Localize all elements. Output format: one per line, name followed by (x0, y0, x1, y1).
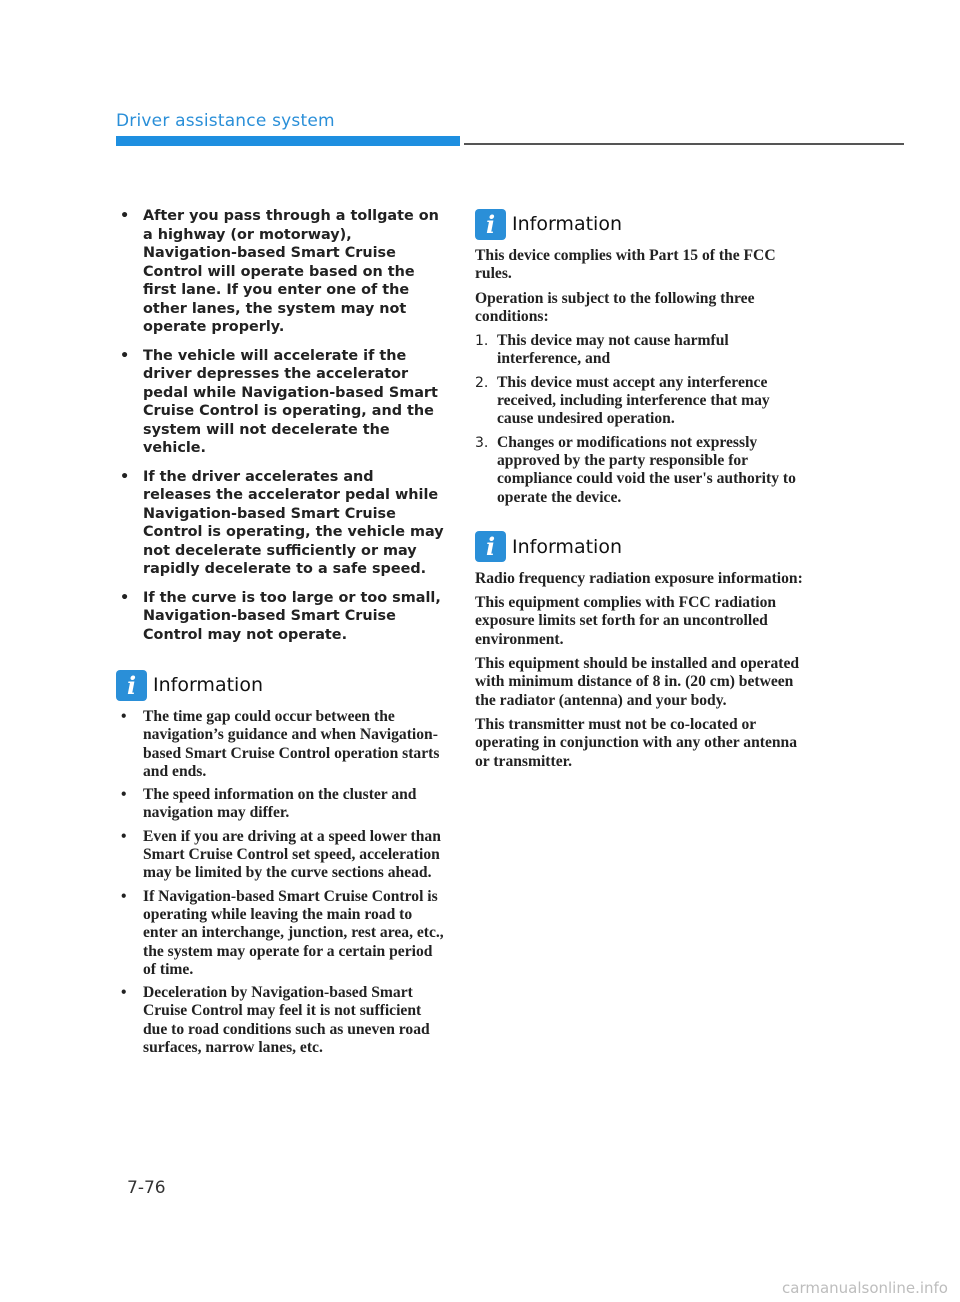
item-text: This device may not cause harmful interference, and (497, 332, 729, 368)
info-icon: i (475, 209, 506, 240)
info-icon: i (475, 531, 506, 562)
info-heading (116, 668, 446, 702)
info-heading (475, 207, 805, 241)
info-bullet-list (116, 708, 446, 1057)
header-rule-blue (116, 136, 460, 146)
list-item: • If the curve is too large or too small, Navigation-based Smart Cruise Control may not operate. (116, 589, 446, 645)
list-item: • After you pass through a tollgate on a highway (or motorway), Navigation-based Smart Cruise Control will operate based on the first lane. If you enter one of the other lanes, the system may not operate properly. (116, 207, 446, 337)
info-heading (475, 530, 805, 564)
rf-paragraph: This equipment should be installed and operated with minimum distance of 8 in. (20 cm) between the radiator (antenna) and your body. (475, 655, 800, 709)
item-text: This device must accept any interference received, including interference that may cause undesired operation. (497, 373, 770, 428)
caution-bullet-list (116, 207, 446, 644)
fcc-paragraph: Operation is subject to the following three conditions: (475, 289, 755, 325)
section-title: Driver assistance system (116, 111, 335, 131)
page-number: 7-76 (127, 1178, 166, 1198)
info-title: Information (512, 535, 622, 558)
list-item: • The time gap could occur between the navigation’s guidance and when Navigation-based Smart Cruise Control operation starts and ends. (116, 708, 446, 781)
item-number: 1. (475, 333, 489, 350)
list-item (475, 434, 805, 507)
list-item: • The vehicle will accelerate if the driver depresses the accelerator pedal while Navigation-based Smart Cruise Control is operating, and the system will not decelerate the vehicle. (116, 347, 446, 458)
header-rule-gray (464, 143, 904, 145)
list-item: • The speed information on the cluster and navigation may differ. (116, 786, 446, 823)
rf-paragraph: Radio frequency radiation exposure information: (475, 569, 803, 587)
list-item: • Even if you are driving at a speed lower than Smart Cruise Control set speed, acceleration may be limited by the curve sections ahead. (116, 828, 446, 883)
list-item: • Deceleration by Navigation-based Smart Cruise Control may feel it is not sufficient due to road conditions such as uneven road surfaces, narrow lanes, etc. (116, 984, 446, 1057)
fcc-paragraph: This device complies with Part 15 of the FCC rules. (475, 247, 776, 283)
right-column (475, 207, 805, 777)
rf-paragraph: This equipment complies with FCC radiation exposure limits set forth for an uncontrolled environment. (475, 594, 777, 648)
fcc-conditions-list (475, 332, 805, 507)
info-icon: i (116, 670, 147, 701)
rf-paragraph: This transmitter must not be co-located or operating in conjunction with any other antenna or transmitter. (475, 715, 798, 770)
info-title: Information (512, 213, 622, 235)
item-number: 2. (475, 374, 489, 391)
list-item: • If Navigation-based Smart Cruise Control is operating while leaving the main road to enter an interchange, junction, rest area, etc., the system may operate for a certain period of time. (116, 888, 446, 979)
item-text: Changes or modifications not expressly approved by the party responsible for compliance could void the user's authority to operate the device. (497, 433, 796, 506)
item-number: 3. (475, 434, 489, 451)
list-item (475, 374, 805, 429)
info-title: Information (153, 674, 263, 696)
list-item: • If the driver accelerates and releases the accelerator pedal while Navigation-based Smart Cruise Control is operating, the vehicle may not decelerate sufficiently or may rapidly decelerate to a safe speed. (116, 468, 446, 579)
watermark: carmanualsonline.info (782, 1279, 948, 1297)
list-item (475, 332, 805, 369)
left-column (116, 207, 446, 1062)
